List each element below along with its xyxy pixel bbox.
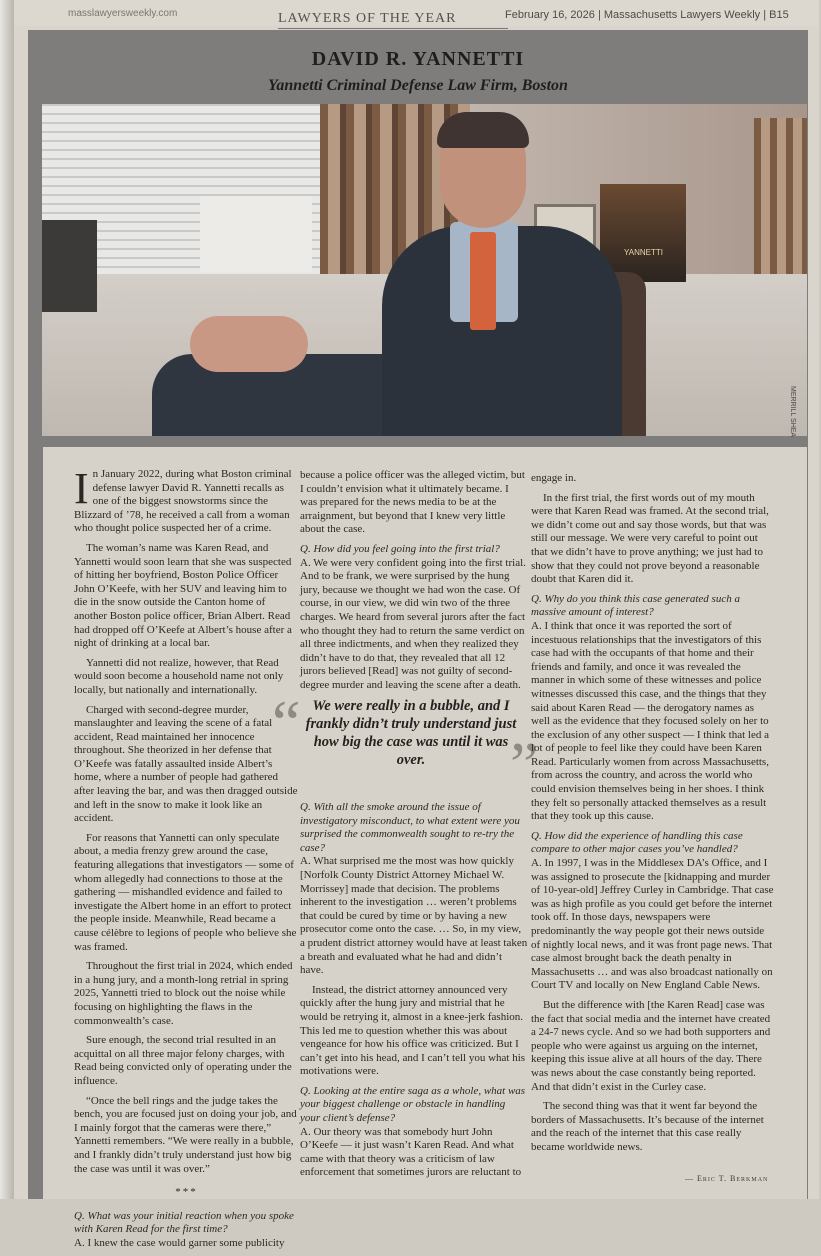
article-column-2 [300,469,528,699]
lead-text: n January 2022, during what Boston criminal defense lawyer David R. Yannetti recalls as one of the biggest snowstorms since the Blizzard of ’78, he received a call from a woman who thought police suspected her of a crime. [74,468,292,535]
profile-name: DAVID R. YANNETTI [311,48,525,70]
open-quote-icon: “ [272,687,301,758]
answer: A. We were very confident going into the first trial. And to be frank, we were surprised by the hung jury, because we thought we had won the case. Of course, in our view, we did win two of the three charges. We heard from several jurors after the fact who thought they had to return the same verdict on all three indictments, and when they realized they didn’t have to do that, they revealed that all 12 jurors believed [Read] was not guilty of second-degree murder and leaving the scene after a death. [300,556,526,691]
question: Q. What was your initial reaction when you spoke with Karen Read for the first time? [74,1209,294,1236]
section-break: *** [175,1186,198,1199]
question: Q. Why do you think this case generated such a massive amount of interest? [531,592,740,619]
photo-credit: MERRILL SHEA [789,386,796,438]
paragraph: The second thing was that it went far beyond the borders of Massachusetts. It’s because of the internet and the reach of the internet that this case really became worldwide news. [531,1100,764,1153]
site-url: masslawyersweekly.com [68,8,178,19]
answer: A. In 1997, I was in the Middlesex DA’s Office, and I was assigned to prosecute the [kidnapping and murder of 10-year-old] Jeffrey Curley in Cambridge. That case was as high profile as you could get before the internet took off. In those days, newspapers were predominantly the way people got their news outside of nightly local news, and it was front page news. That case almost brought back the death penalty in Massachusetts … and was also broadcast nationally on Court TV and locally on New England Cable News. [531,857,774,992]
paragraph: because a police officer was the alleged victim, but I couldn’t envision what it ultimately became. I was prepared for the news media to be at the arraignment, but beyond that I knew very little about the case. [300,469,525,536]
paragraph: Throughout the first trial in 2024, which ended in a hung jury, and a month-long retrial in spring 2025, Yannetti tried to block out the noise while focusing on highlighting the flaws in the commonwealth’s case. [74,960,293,1027]
answer: A. I knew the case would garner some publicity [74,1236,285,1249]
answer: A. What surprised me the most was how quickly [Norfolk County District Attorney Michael W. Morrissey] made that decision. The problems inherent to the investigation … weren’t problems that could be cured by time or by having a new prosecutor come onto the case. … So, in my view, a prudent district attorney would have at least taken a breath and evaluated what he had and didn’t have. [300,855,528,977]
photo-person-hair [437,112,529,148]
photo-poster [600,184,686,282]
question: Q. How did you feel going into the first trial? [300,542,500,555]
paragraph: But the difference with [the Karen Read] case was the fact that social media and the internet have created a 24-7 news cycle. And so we had both supporters and people who were against us arguing on the internet, keeping this issue alive at all hours of the day. There was news about the case constantly being reported. And that didn’t exist in the Curley case. [531,998,771,1093]
paragraph: Yannetti did not realize, however, that Read would soon become a household name not only locally, but nationally and internationally. [74,656,284,696]
close-quote-icon: ” [510,729,539,800]
drop-cap: I [74,464,89,513]
question: Q. Looking at the entire saga as a whole, what was your biggest challenge or obstacle in handling your client’s defense? [300,1084,526,1125]
paragraph: engage in. [531,472,577,484]
pull-quote: We were really in a bubble, and I frankly didn’t truly understand just how big the case was until it was over. [305,698,517,768]
header-rule [278,28,508,29]
photo-poster-label: YANNETTI [624,248,663,257]
paragraph: The woman’s name was Karen Read, and Yannetti would soon learn that she was suspected of hitting her boyfriend, Boston Police Officer John O’Keefe, with her SUV and leaving him to die in the snow outside the Canton home of another Boston police officer, Brian Albert. Read had dropped off O’Keefe at Albert’s house after a night of drinking at a local bar. [74,541,292,650]
lead-paragraph [74,464,299,536]
question: Q. With all the smoke around the issue of investigatory misconduct, to what extent were you surprised the commonwealth sought to re-try the case? [300,801,520,854]
paragraph: Sure enough, the second trial resulted in an acquittal on all three major felony charges, with Read being convicted only of operating under the influence. [74,1034,292,1087]
photo-person-hands [190,316,308,372]
article-column-1 [74,464,299,1256]
issue-info: February 16, 2026 | Massachusetts Lawyers Weekly | B15 [505,9,789,21]
photo-person-tie [470,232,496,330]
answer: A. I think that once it was reported the sort of incestuous relationships that the investigators of this case had with the occupants of that home and their friends and family, and once it was revealed the manner in which some of these witnesses and police witnesses discussed this case, and the things that they said about Karen Read — the derogatory names as well as the evidence that they focused solely on her to the exclusion of any other suspect — I think that led a lot of people to feel like they could have been Karen Read. Particularly women from across Massachusetts, from across the country, and across the world who could envision themselves being in her shoes. I think they felt so personally attacked themselves as a result that they took up this cause. [531,619,769,823]
portrait-photo [42,104,807,436]
photo-model-box [200,196,312,272]
byline: — Eric T. Berkman [685,1174,769,1183]
paragraph: Charged with second-degree murder, manslaughter and leaving the scene of a fatal accident, Read maintained her innocence throughout. She theorized in her defense that O’Keefe was fatally assaulted inside Albert’s home, where a number of people had gathered after leaving the bar, and was then dragged outside and left in the snow to make it look like an accident. [74,703,298,825]
paragraph: In the first trial, the first words out of my mouth were that Karen Read was framed. At the second trial, we didn’t come out and say those words, but that was still our message. We were very careful to point out that we didn’t have to prove anything; we just had to show that they could not prove beyond a reasonable doubt that Karen did it. [531,491,769,586]
pull-quote-block [272,687,539,800]
question: Q. How did the experience of handling this case compare to other major cases you’ve handled? [531,829,743,856]
paragraph: “Once the bell rings and the judge takes the bench, you are focused just on doing your job, and I mainly forgot that the cameras were there,” Yannetti remembers. “We were really in a bubble, and I frankly didn’t truly understand just how big the case was until it was over.” [74,1094,297,1175]
section-title: LAWYERS OF THE YEAR [278,11,457,26]
page-edge [0,0,14,1199]
profile-firm: Yannetti Criminal Defense Law Firm, Boston [268,77,568,94]
article-column-2-lower [300,795,528,1186]
article-column-3 [531,472,775,1161]
answer: A. Our theory was that somebody hurt John O’Keefe — it just wasn’t Karen Read. And what came with that theory was a criticism of law enforcement that sometimes jurors are reluctant to [300,1125,522,1179]
photo-speaker [42,220,97,312]
paragraph: For reasons that Yannetti can only speculate about, a media frenzy grew around the case, featuring allegations that investigators — some of whom allegedly had connections to those at the gathering — mishandled evidence and failed to investigate the Albert home in an effort to protect the people inside. Meanwhile, Read became a cause célèbre to legions of people who believe she was framed. [74,831,297,953]
paragraph: Instead, the district attorney announced very quickly after the hung jury and mistrial that he would be retrying it, almost in a knee-jerk fashion. This led me to question whether this was about vengeance for how his office was criticized. But I can’t get into his head, and I can’t tell you what his motivations were. [300,983,526,1078]
